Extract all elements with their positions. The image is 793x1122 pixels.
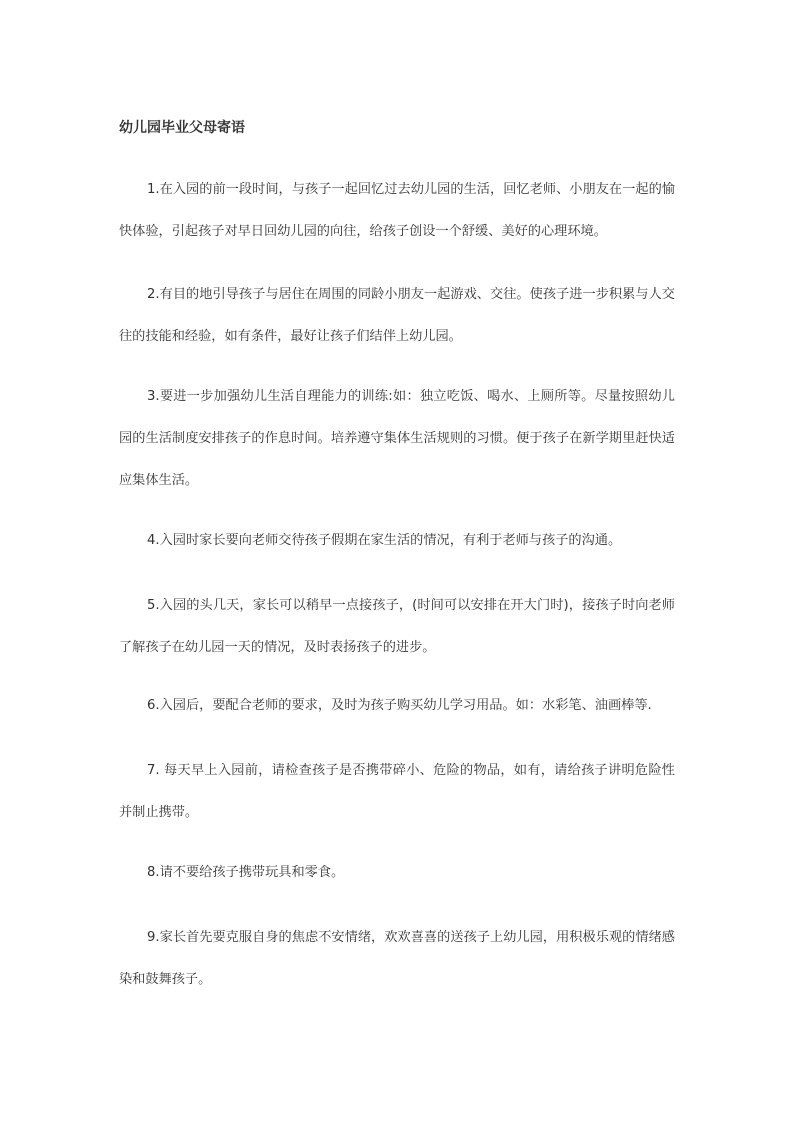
paragraph-2: 2.有目的地引导孩子与居住在周围的同龄小朋友一起游戏、交往。使孩子进一步积累与人交往的技能和经验，如有条件，最好让孩子们结伴上幼儿园。 (119, 287, 675, 344)
paragraph-9: 9.家长首先要克服自身的焦虑不安情绪，欢欢喜喜的送孩子上幼儿园，用积极乐观的情绪感染和鼓舞孩子。 (119, 930, 675, 987)
paragraph-3: 3.要进一步加强幼儿生活自理能力的训练:如：独立吃饭、喝水、上厕所等。尽量按照幼儿园的生活制度安排孩子的作息时间。培养遵守集体生活规则的习惯。便于孩子在新学期里赶快适应集体生活。 (119, 389, 675, 488)
document-title: 幼儿园毕业父母寄语 (119, 120, 245, 136)
paragraph-6: 6.入园后，要配合老师的要求，及时为孩子购买幼儿学习用品。如：水彩笔、油画棒等. (147, 698, 652, 713)
paragraph-8: 8.请不要给孩子携带玩具和零食。 (147, 865, 345, 880)
paragraph-7: 7. 每天早上入园前，请检查孩子是否携带碎小、危险的物品，如有，请给孩子讲明危险性并制止携带。 (119, 763, 675, 820)
paragraph-4: 4.入园时家长要向老师交待孩子假期在家生活的情况，有利于老师与孩子的沟通。 (147, 533, 622, 548)
paragraph-5: 5.入园的头几天，家长可以稍早一点接孩子，(时间可以安排在开大门时)，接孩子时向老师了解孩子在幼儿园一天的情况，及时表扬孩子的进步。 (119, 598, 675, 655)
paragraph-1: 1.在入园的前一段时间，与孩子一起回忆过去幼儿园的生活，回忆老师、小朋友在一起的愉快体验，引起孩子对早日回幼儿园的向往，给孩子创设一个舒缓、美好的心理环境。 (119, 182, 675, 239)
